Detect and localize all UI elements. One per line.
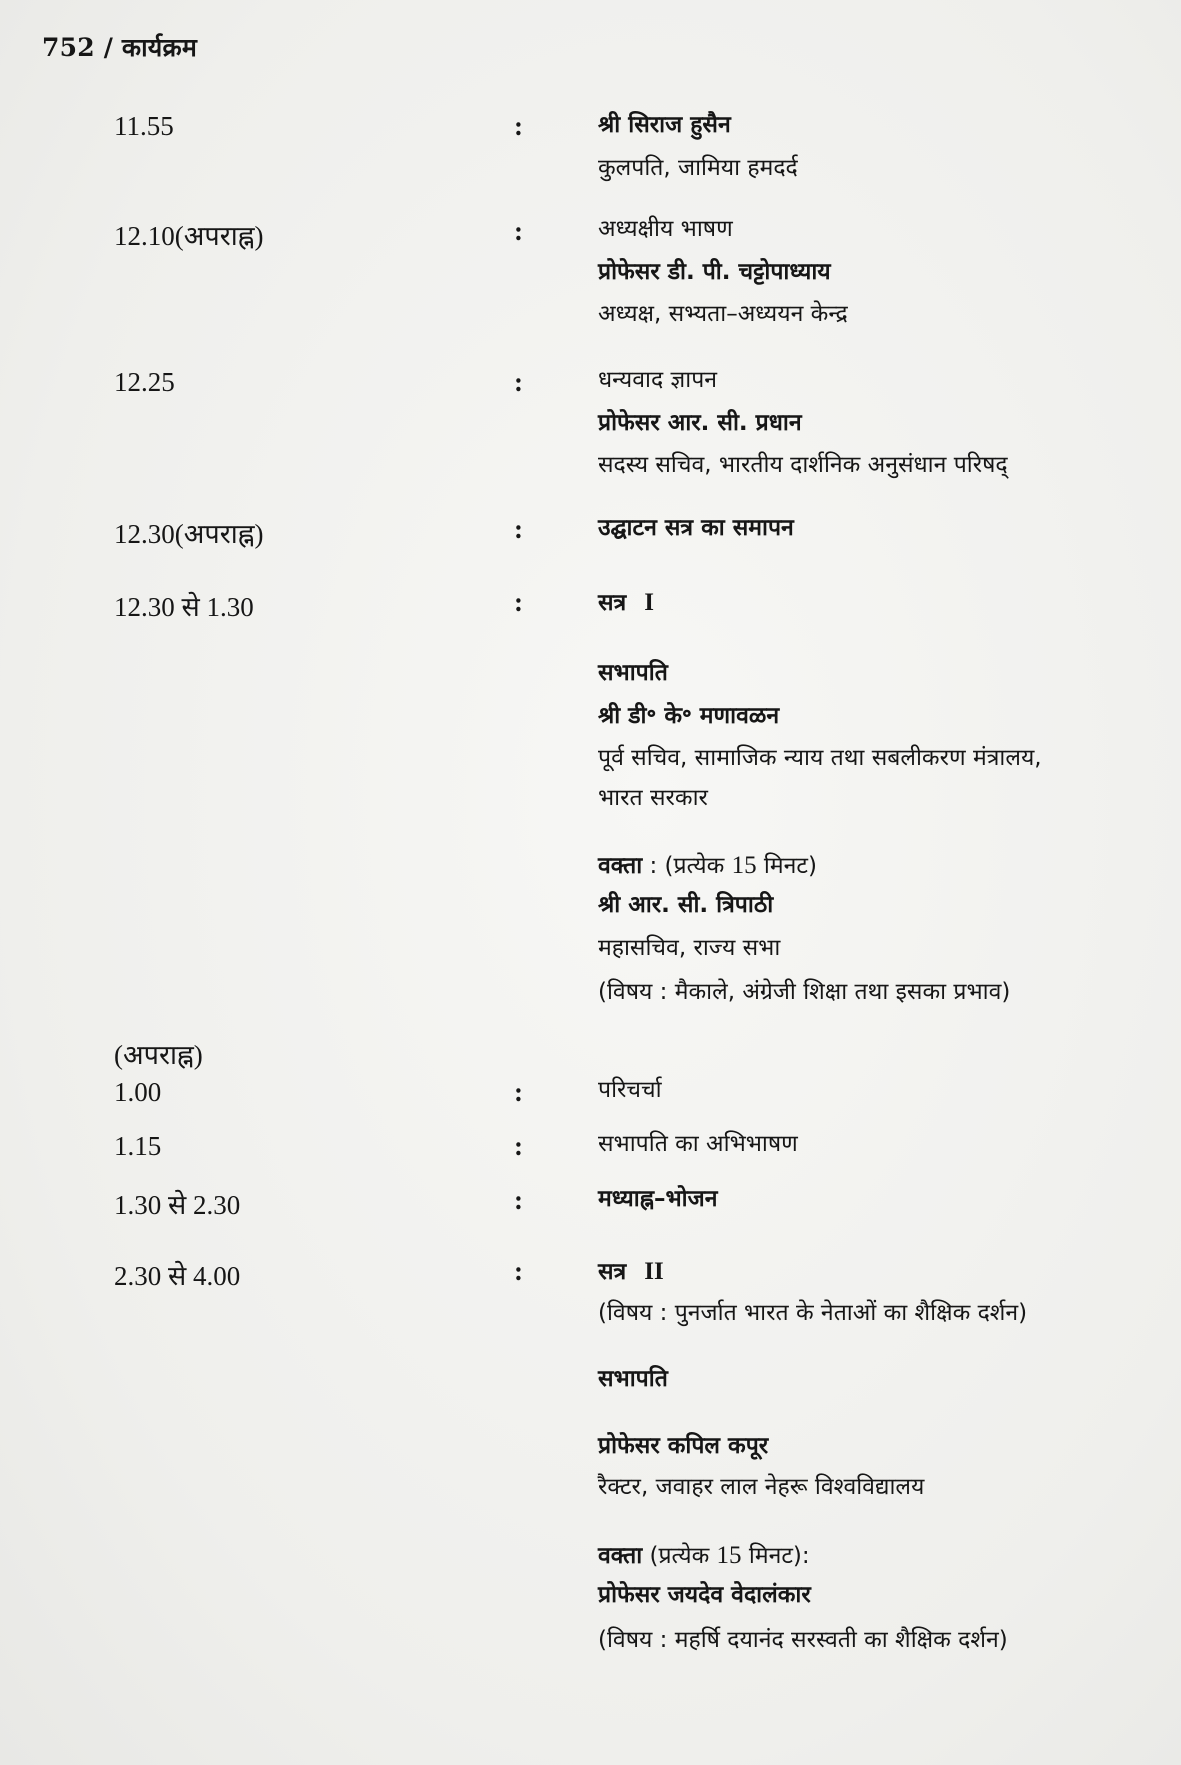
event-title: मध्याह्न–भोजन: [598, 1186, 718, 1212]
schedule-time: 12.30(अपराह्न): [114, 519, 264, 549]
speaker-title: पूर्व सचिव, सामाजिक न्याय तथा सबलीकरण मंत्रालय,: [598, 745, 1042, 771]
speaker-name: प्रोफेसर डी. पी. चट्टोपाध्याय: [598, 259, 831, 285]
speaker-title-cont: भारत सरकार: [598, 785, 708, 811]
speaker-name: श्री डी॰ के॰ मणावळन: [598, 703, 780, 729]
speakers-label: वक्ता: [598, 1543, 643, 1569]
speakers-heading: [598, 1541, 810, 1571]
speakers-note-tail: मिनट):: [741, 1543, 810, 1569]
session-topic: (विषय : पुनर्जात भारत के नेताओं का शैक्षिक दर्शन): [598, 1300, 1028, 1326]
schedule-time: 1.30 से 2.30: [114, 1190, 241, 1220]
separator-colon: :: [514, 1131, 523, 1161]
talk-topic: (विषय : मैकाले, अंग्रेजी शिक्षा तथा इसका प्रभाव): [598, 979, 1011, 1005]
separator-colon: :: [514, 587, 523, 617]
speaker-title: रैक्टर, जवाहर लाल नेहरू विश्वविद्यालय: [598, 1474, 925, 1500]
session-title: [598, 588, 654, 618]
schedule-time: 12.10(अपराह्न): [114, 221, 264, 251]
speaker-title: सदस्य सचिव, भारतीय दार्शनिक अनुसंधान परिषद्: [598, 452, 1008, 478]
minutes-value: 15: [716, 1542, 742, 1569]
schedule-time: 12.30 से 1.30: [114, 592, 254, 622]
speakers-label: वक्ता: [598, 853, 643, 879]
separator-colon: :: [514, 216, 523, 246]
running-head: 752 / कार्यक्रम: [42, 33, 198, 62]
speaker-name: प्रोफेसर जयदेव वेदालंकार: [598, 1582, 811, 1608]
speakers-note: : (प्रत्येक: [642, 853, 732, 879]
event-title: परिचर्चा: [598, 1077, 662, 1103]
separator-colon: :: [514, 1256, 523, 1286]
separator-colon: :: [514, 1077, 523, 1107]
speaker-name: प्रोफेसर आर. सी. प्रधान: [598, 410, 802, 436]
session-number: I: [644, 589, 654, 616]
separator-colon: :: [514, 367, 523, 397]
speakers-heading: [598, 851, 817, 881]
speaker-name: श्री आर. सी. त्रिपाठी: [598, 892, 774, 918]
chair-heading: सभापति: [598, 1366, 668, 1392]
schedule-period: (अपराह्न): [114, 1040, 203, 1070]
separator-colon: :: [514, 514, 523, 544]
separator-colon: :: [514, 111, 523, 141]
session-title: [598, 1257, 664, 1287]
event-title: सभापति का अभिभाषण: [598, 1131, 798, 1157]
event-title: उद्घाटन सत्र का समापन: [598, 515, 794, 541]
speaker-title: अध्यक्ष, सभ्यता–अध्ययन केन्द्र: [598, 301, 848, 327]
speakers-note: (प्रत्येक: [642, 1543, 717, 1569]
schedule-time: 1.00: [114, 1077, 162, 1107]
schedule-time: 1.15: [114, 1131, 162, 1161]
speakers-note-tail: मिनट): [756, 853, 817, 879]
event-title: अध्यक्षीय भाषण: [598, 216, 733, 242]
session-number: II: [644, 1258, 664, 1285]
chair-heading: सभापति: [598, 660, 668, 686]
minutes-value: 15: [731, 852, 757, 879]
talk-topic: (विषय : महर्षि दयानंद सरस्वती का शैक्षिक दर्शन): [598, 1627, 1008, 1653]
separator-colon: :: [514, 1185, 523, 1215]
schedule-time: 12.25: [114, 367, 175, 397]
speaker-name: प्रोफेसर कपिल कपूर: [598, 1433, 769, 1459]
schedule-time: 11.55: [114, 111, 174, 141]
speaker-title: कुलपति, जामिया हमदर्द: [598, 155, 798, 181]
schedule-time: 2.30 से 4.00: [114, 1261, 241, 1291]
speaker-title: महासचिव, राज्य सभा: [598, 935, 781, 961]
session-label: सत्र: [598, 1259, 627, 1285]
session-label: सत्र: [598, 590, 627, 616]
speaker-name: श्री सिराज हुसैन: [598, 112, 731, 138]
event-title: धन्यवाद ज्ञापन: [598, 367, 718, 393]
